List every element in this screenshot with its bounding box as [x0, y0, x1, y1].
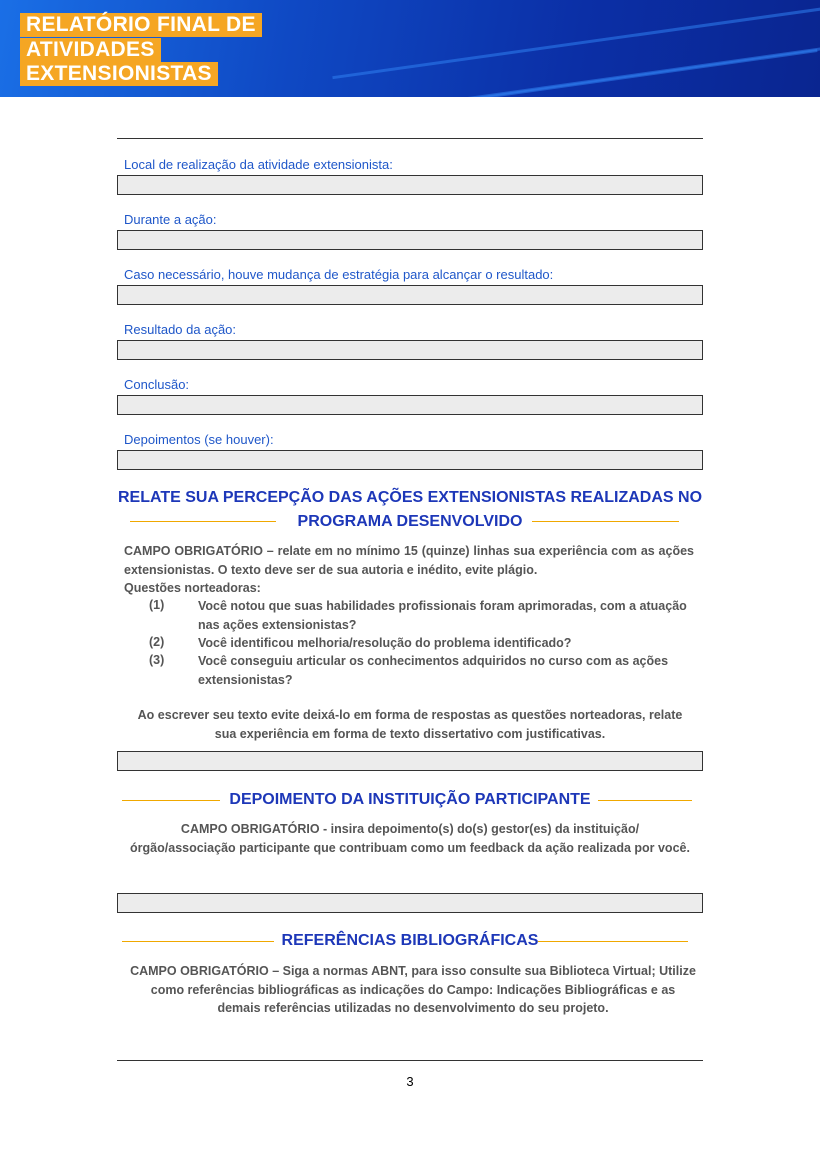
institution-title: DEPOIMENTO DA INSTITUIÇÃO PARTICIPANTE — [229, 791, 591, 808]
institution-right-rule — [598, 800, 692, 801]
field-input-estrategia[interactable] — [117, 285, 703, 305]
field-label-depoimentos: Depoimentos (se houver): — [124, 432, 274, 447]
field-input-depoimentos[interactable] — [117, 450, 703, 470]
institution-input[interactable] — [117, 893, 703, 913]
field-input-resultado[interactable] — [117, 340, 703, 360]
report-title-line-3: EXTENSIONISTAS — [20, 62, 218, 86]
question-1-text: Você notou que suas habilidades profissionais foram aprimoradas, com a atuação nas ações extensionistas? — [198, 599, 687, 632]
references-title: REFERÊNCIAS BIBLIOGRÁFICAS — [281, 932, 539, 949]
field-label-local: Local de realização da atividade extensionista: — [124, 157, 393, 172]
perception-title-line-2: PROGRAMA DESENVOLVIDO — [297, 513, 523, 530]
header-banner — [0, 0, 820, 97]
perception-note: Ao escrever seu texto evite deixá-lo em forma de respostas as questões norteadoras, relate sua experiência em forma de texto dissertativo com justificativas. — [137, 708, 683, 741]
perception-right-rule — [532, 521, 679, 522]
perception-instruction: CAMPO OBRIGATÓRIO – relate em no mínimo 15 (quinze) linhas sua experiência com as ações extensionistas. O texto deve ser de sua autoria e inédito, evite plágio. — [124, 544, 694, 577]
field-label-durante: Durante a ação: — [124, 212, 217, 227]
questions-label: Questões norteadoras: — [124, 581, 261, 595]
field-input-local[interactable] — [117, 175, 703, 195]
field-label-resultado: Resultado da ação: — [124, 322, 237, 337]
references-right-rule — [538, 941, 688, 942]
report-title-line-1: RELATÓRIO FINAL DE — [20, 13, 262, 37]
field-input-conclusao[interactable] — [117, 395, 703, 415]
perception-input[interactable] — [117, 751, 703, 771]
page-number: 3 — [406, 1074, 414, 1089]
institution-instruction: CAMPO OBRIGATÓRIO - insira depoimento(s) do(s) gestor(es) da instituição/órgão/associação participante que contribuam como um feedback da ação realizada por você. — [130, 822, 690, 855]
field-label-conclusao: Conclusão: — [124, 377, 190, 392]
perception-title-line-1: RELATE SUA PERCEPÇÃO DAS AÇÕES EXTENSIONISTAS REALIZADAS NO — [117, 489, 703, 506]
question-1-number: (1) — [149, 598, 165, 612]
question-3-text: Você conseguiu articular os conhecimentos adquiridos no curso com as ações extensionistas? — [198, 654, 669, 687]
question-2-number: (2) — [149, 635, 165, 649]
field-label-estrategia: Caso necessário, houve mudança de estratégia para alcançar o resultado: — [124, 267, 554, 282]
top-divider — [117, 138, 703, 139]
references-instruction: CAMPO OBRIGATÓRIO – Siga a normas ABNT, para isso consulte sua Biblioteca Virtual; Utilize como referências bibliográficas as indicações do Campo: Indicações Bibliográficas e as demais referências utilizadas no desenvolvimento do seu projeto. — [130, 964, 696, 1015]
report-title-line-2: ATIVIDADES — [20, 38, 161, 62]
question-2-text: Você identificou melhoria/resolução do problema identificado? — [198, 636, 572, 650]
field-input-durante[interactable] — [117, 230, 703, 250]
question-3-number: (3) — [149, 653, 165, 667]
bottom-divider — [117, 1060, 703, 1061]
